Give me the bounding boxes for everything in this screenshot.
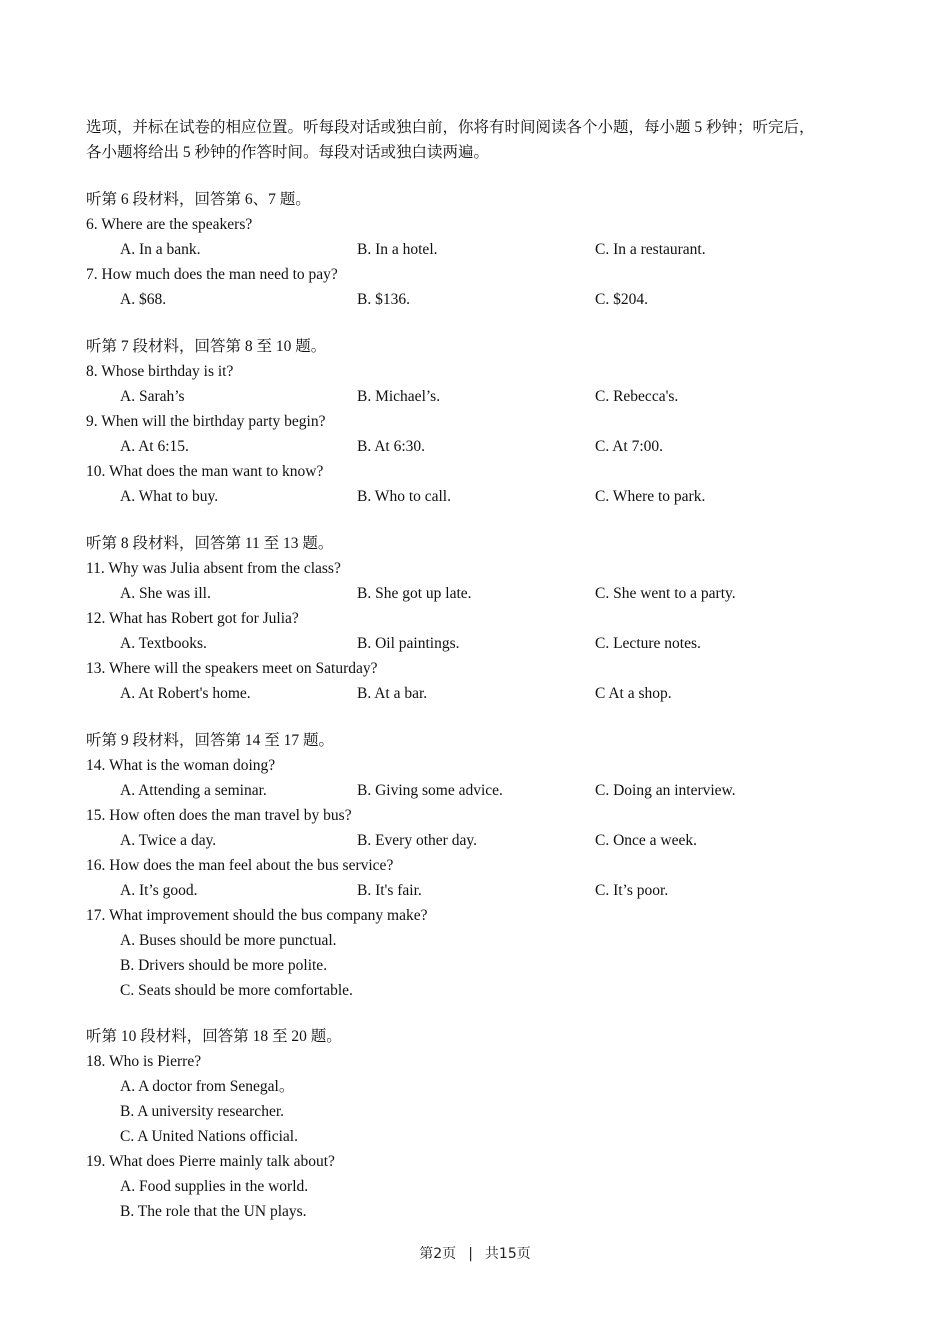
option-a: A. At 6:15.: [120, 438, 189, 455]
option-a: A. Twice a day.: [120, 832, 217, 849]
question-8: 8. Whose birthday is it?: [86, 363, 234, 380]
option-a: A. A doctor from Senegal。: [120, 1078, 295, 1095]
option-a: A. What to buy.: [120, 488, 219, 505]
option-b: B. She got up late.: [357, 585, 472, 602]
options-9: [86, 434, 886, 459]
section-6: [86, 187, 886, 312]
option-b: B. In a hotel.: [357, 241, 438, 258]
page-number: 第2页: [419, 1246, 457, 1262]
question-17: 17. What improvement should the bus company make?: [86, 907, 428, 924]
question-14: 14. What is the woman doing?: [86, 757, 276, 774]
option-c: C. Once a week.: [595, 832, 697, 849]
option-a: A. $68.: [120, 291, 167, 308]
option-b: B. The role that the UN plays.: [120, 1203, 307, 1220]
option-c: C. $204.: [595, 291, 648, 308]
options-6: [86, 237, 886, 262]
option-c: C At a shop.: [595, 685, 672, 702]
page-total: 共15页: [484, 1246, 531, 1262]
instructions: [86, 115, 886, 165]
option-b: B. Drivers should be more polite.: [120, 957, 328, 974]
page-footer: [0, 1243, 950, 1263]
footer-separator: |: [468, 1246, 473, 1262]
option-c: C. Rebecca's.: [595, 388, 679, 405]
section-heading: 听第 8 段材料，回答第 11 至 13 题。: [86, 535, 334, 552]
option-b: B. It's fair.: [357, 882, 422, 899]
option-b: B. $136.: [357, 291, 410, 308]
question-12: 12. What has Robert got for Julia?: [86, 610, 299, 627]
option-b: B. At a bar.: [357, 685, 428, 702]
option-c: C. Where to park.: [595, 488, 706, 505]
option-a: A. At Robert's home.: [120, 685, 251, 702]
option-c: C. Lecture notes.: [595, 635, 701, 652]
question-16: 16. How does the man feel about the bus service?: [86, 857, 394, 874]
options-10: [86, 484, 886, 509]
option-b: B. Every other day.: [357, 832, 477, 849]
instructions-line-1: 选项，并标在试卷的相应位置。听每段对话或独白前，你将有时间阅读各个小题，每小题 5 秒钟；听完后，: [86, 119, 815, 136]
option-b: B. At 6:30.: [357, 438, 426, 455]
question-10: 10. What does the man want to know?: [86, 463, 324, 480]
option-a: A. Sarah’s: [120, 388, 185, 405]
option-b: B. A university researcher.: [120, 1103, 284, 1120]
options-13: [86, 681, 886, 706]
option-a: A. Textbooks.: [120, 635, 207, 652]
option-c: C. Seats should be more comfortable.: [120, 982, 353, 999]
options-14: [86, 778, 886, 803]
question-13: 13. Where will the speakers meet on Saturday?: [86, 660, 378, 677]
question-6: 6. Where are the speakers?: [86, 216, 253, 233]
option-b: B. Oil paintings.: [357, 635, 460, 652]
question-19: 19. What does Pierre mainly talk about?: [86, 1153, 335, 1170]
section-heading: 听第 9 段材料，回答第 14 至 17 题。: [86, 732, 335, 749]
options-7: [86, 287, 886, 312]
section-heading: 听第 6 段材料，回答第 6、7 题。: [86, 191, 311, 208]
option-a: A. It’s good.: [120, 882, 198, 899]
option-b: B. Who to call.: [357, 488, 451, 505]
option-c: C. She went to a party.: [595, 585, 736, 602]
options-12: [86, 631, 886, 656]
option-b: B. Michael’s.: [357, 388, 441, 405]
options-11: [86, 581, 886, 606]
question-7: 7. How much does the man need to pay?: [86, 266, 338, 283]
options-15: [86, 828, 886, 853]
option-a: A. Buses should be more punctual.: [120, 932, 337, 949]
option-c: C. A United Nations official.: [120, 1128, 298, 1145]
section-8: [86, 531, 886, 706]
option-a: A. Food supplies in the world.: [120, 1178, 309, 1195]
section-heading: 听第 10 段材料，回答第 18 至 20 题。: [86, 1028, 342, 1045]
section-7: [86, 334, 886, 509]
section-10: [86, 1024, 886, 1224]
question-9: 9. When will the birthday party begin?: [86, 413, 326, 430]
option-b: B. Giving some advice.: [357, 782, 503, 799]
option-a: A. She was ill.: [120, 585, 211, 602]
option-c: C. Doing an interview.: [595, 782, 736, 799]
section-9: [86, 728, 886, 1003]
options-8: [86, 384, 886, 409]
question-11: 11. Why was Julia absent from the class?: [86, 560, 341, 577]
option-c: C. In a restaurant.: [595, 241, 706, 258]
option-a: A. Attending a seminar.: [120, 782, 267, 799]
question-15: 15. How often does the man travel by bus?: [86, 807, 352, 824]
options-16: [86, 878, 886, 903]
option-c: C. It’s poor.: [595, 882, 669, 899]
question-18: 18. Who is Pierre?: [86, 1053, 202, 1070]
instructions-line-2: 各小题将给出 5 秒钟的作答时间。每段对话或独白读两遍。: [86, 144, 490, 161]
section-heading: 听第 7 段材料，回答第 8 至 10 题。: [86, 338, 327, 355]
option-c: C. At 7:00.: [595, 438, 664, 455]
option-a: A. In a bank.: [120, 241, 201, 258]
